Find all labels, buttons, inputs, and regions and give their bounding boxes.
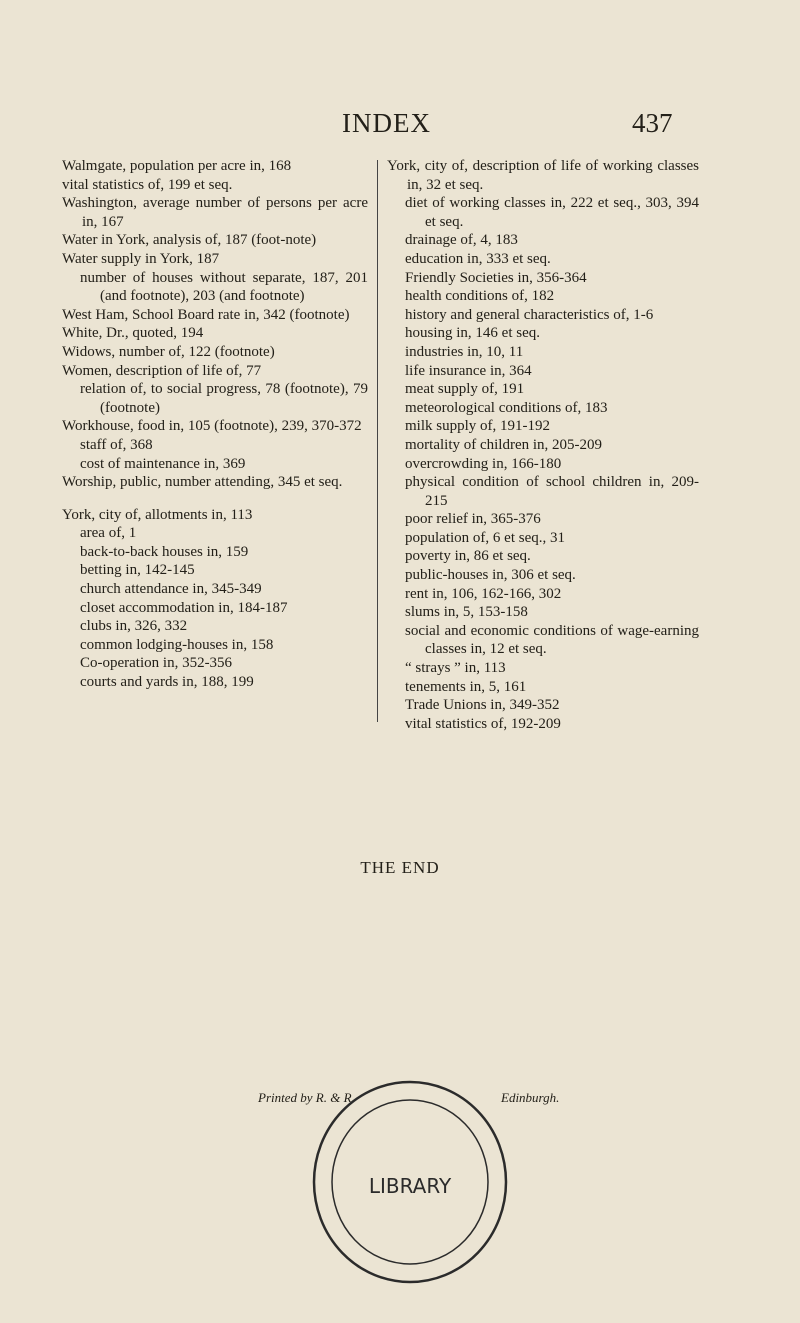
index-subentry: poverty in, 86 et seq. bbox=[405, 548, 531, 565]
index-subentry: industries in, 10, 11 bbox=[405, 343, 524, 360]
index-subentry: history and general characteristics of, 1-6 bbox=[405, 306, 654, 323]
index-subentry: Trade Unions in, 349-352 bbox=[405, 697, 560, 714]
index-subentry: meat supply of, 191 bbox=[405, 381, 525, 398]
index-subentry: vital statistics of, 192-209 bbox=[405, 715, 561, 732]
index-subentry: betting in, 142-145 bbox=[80, 562, 195, 579]
index-subentry: slums in, 5, 153-158 bbox=[405, 604, 528, 621]
index-entry: Walmgate, population per acre in, 168 bbox=[62, 158, 292, 174]
the-end-text: THE END bbox=[360, 858, 440, 877]
index-entry: York, city of, description of life of working classes in, 32 et seq. bbox=[387, 158, 699, 193]
index-subentry: education in, 333 et seq. bbox=[405, 250, 551, 267]
library-stamp bbox=[310, 1080, 510, 1320]
index-subentry: “ strays ” in, 113 bbox=[405, 660, 506, 677]
index-subentry: rent in, 106, 162-166, 302 bbox=[405, 585, 562, 602]
index-subentry: poor relief in, 365-376 bbox=[405, 511, 541, 528]
index-subentry: tenements in, 5, 161 bbox=[405, 678, 527, 695]
index-subentry: cost of maintenance in, 369 bbox=[80, 455, 246, 472]
printer-name: Printed by R. & R. bbox=[258, 1090, 355, 1105]
index-entry: York, city of, allotments in, 113 bbox=[62, 506, 253, 523]
index-subentry: mortality of children in, 205-209 bbox=[405, 436, 603, 453]
index-subentry: diet of working classes in, 222 et seq., 303, 394 et seq. bbox=[405, 195, 699, 230]
page-number: 437 bbox=[632, 108, 673, 138]
index-entry: Widows, number of, 122 (footnote) bbox=[62, 343, 275, 360]
index-entry: vital statistics of, 199 et seq. bbox=[62, 176, 233, 193]
stamp-label: LIBRARY bbox=[368, 1174, 452, 1198]
index-entry: Water in York, analysis of, 187 (foot-note) bbox=[62, 232, 317, 249]
index-subentry: closet accommodation in, 184-187 bbox=[80, 599, 288, 616]
column-divider bbox=[377, 160, 378, 722]
index-subentry: physical condition of school children in, 209-215 bbox=[405, 474, 699, 509]
index-subentry: public-houses in, 306 et seq. bbox=[405, 567, 576, 584]
index-entry: Women, description of life of, 77 bbox=[62, 362, 262, 379]
index-subentry: meteorological conditions of, 183 bbox=[405, 399, 608, 416]
index-entry: Worship, public, number attending, 345 et seq. bbox=[62, 474, 343, 491]
index-subentry: life insurance in, 364 bbox=[405, 362, 532, 379]
index-subentry: Friendly Societies in, 356-364 bbox=[405, 269, 587, 286]
index-subentry: relation of, to social progress, 78 (footnote), 79 (footnote) bbox=[80, 381, 368, 416]
index-subentry: number of houses without separate, 187, 201 (and footnote), 203 (and footnote) bbox=[80, 269, 368, 305]
page-title: INDEX bbox=[342, 108, 431, 138]
index-subentry: clubs in, 326, 332 bbox=[80, 618, 188, 635]
index-subentry: population of, 6 et seq., 31 bbox=[405, 529, 565, 546]
index-subentry: drainage of, 4, 183 bbox=[405, 232, 518, 249]
index-subentry: milk supply of, 191-192 bbox=[405, 418, 550, 435]
index-entry: West Ham, School Board rate in, 342 (footnote) bbox=[62, 306, 350, 323]
index-column-left bbox=[62, 157, 368, 692]
index-subentry: social and economic conditions of wage-earning classes in, 12 et seq. bbox=[405, 622, 699, 658]
index-subentry: area of, 1 bbox=[80, 525, 137, 542]
index-subentry: staff of, 368 bbox=[80, 436, 153, 453]
index-subentry: church attendance in, 345-349 bbox=[80, 581, 262, 598]
index-subentry: health conditions of, 182 bbox=[405, 288, 555, 305]
index-column-right bbox=[387, 157, 699, 733]
index-subentry: housing in, 146 et seq. bbox=[405, 325, 540, 342]
index-entry: White, Dr., quoted, 194 bbox=[62, 325, 204, 342]
index-entry: Washington, average number of persons per acre in, 167 bbox=[62, 195, 368, 230]
index-subentry: common lodging-houses in, 158 bbox=[80, 636, 274, 653]
index-subentry: overcrowding in, 166-180 bbox=[405, 455, 562, 472]
page-header bbox=[0, 108, 800, 148]
index-subentry: Co-operation in, 352-356 bbox=[80, 655, 233, 672]
index-subentry: back-to-back houses in, 159 bbox=[80, 543, 249, 560]
index-subentry: courts and yards in, 188, 199 bbox=[80, 674, 254, 691]
index-entry: Workhouse, food in, 105 (footnote), 239, 370-372 bbox=[62, 418, 362, 435]
index-entry: Water supply in York, 187 bbox=[62, 250, 220, 267]
index-gap bbox=[62, 492, 368, 506]
printer-city: Edinburgh. bbox=[501, 1090, 560, 1105]
